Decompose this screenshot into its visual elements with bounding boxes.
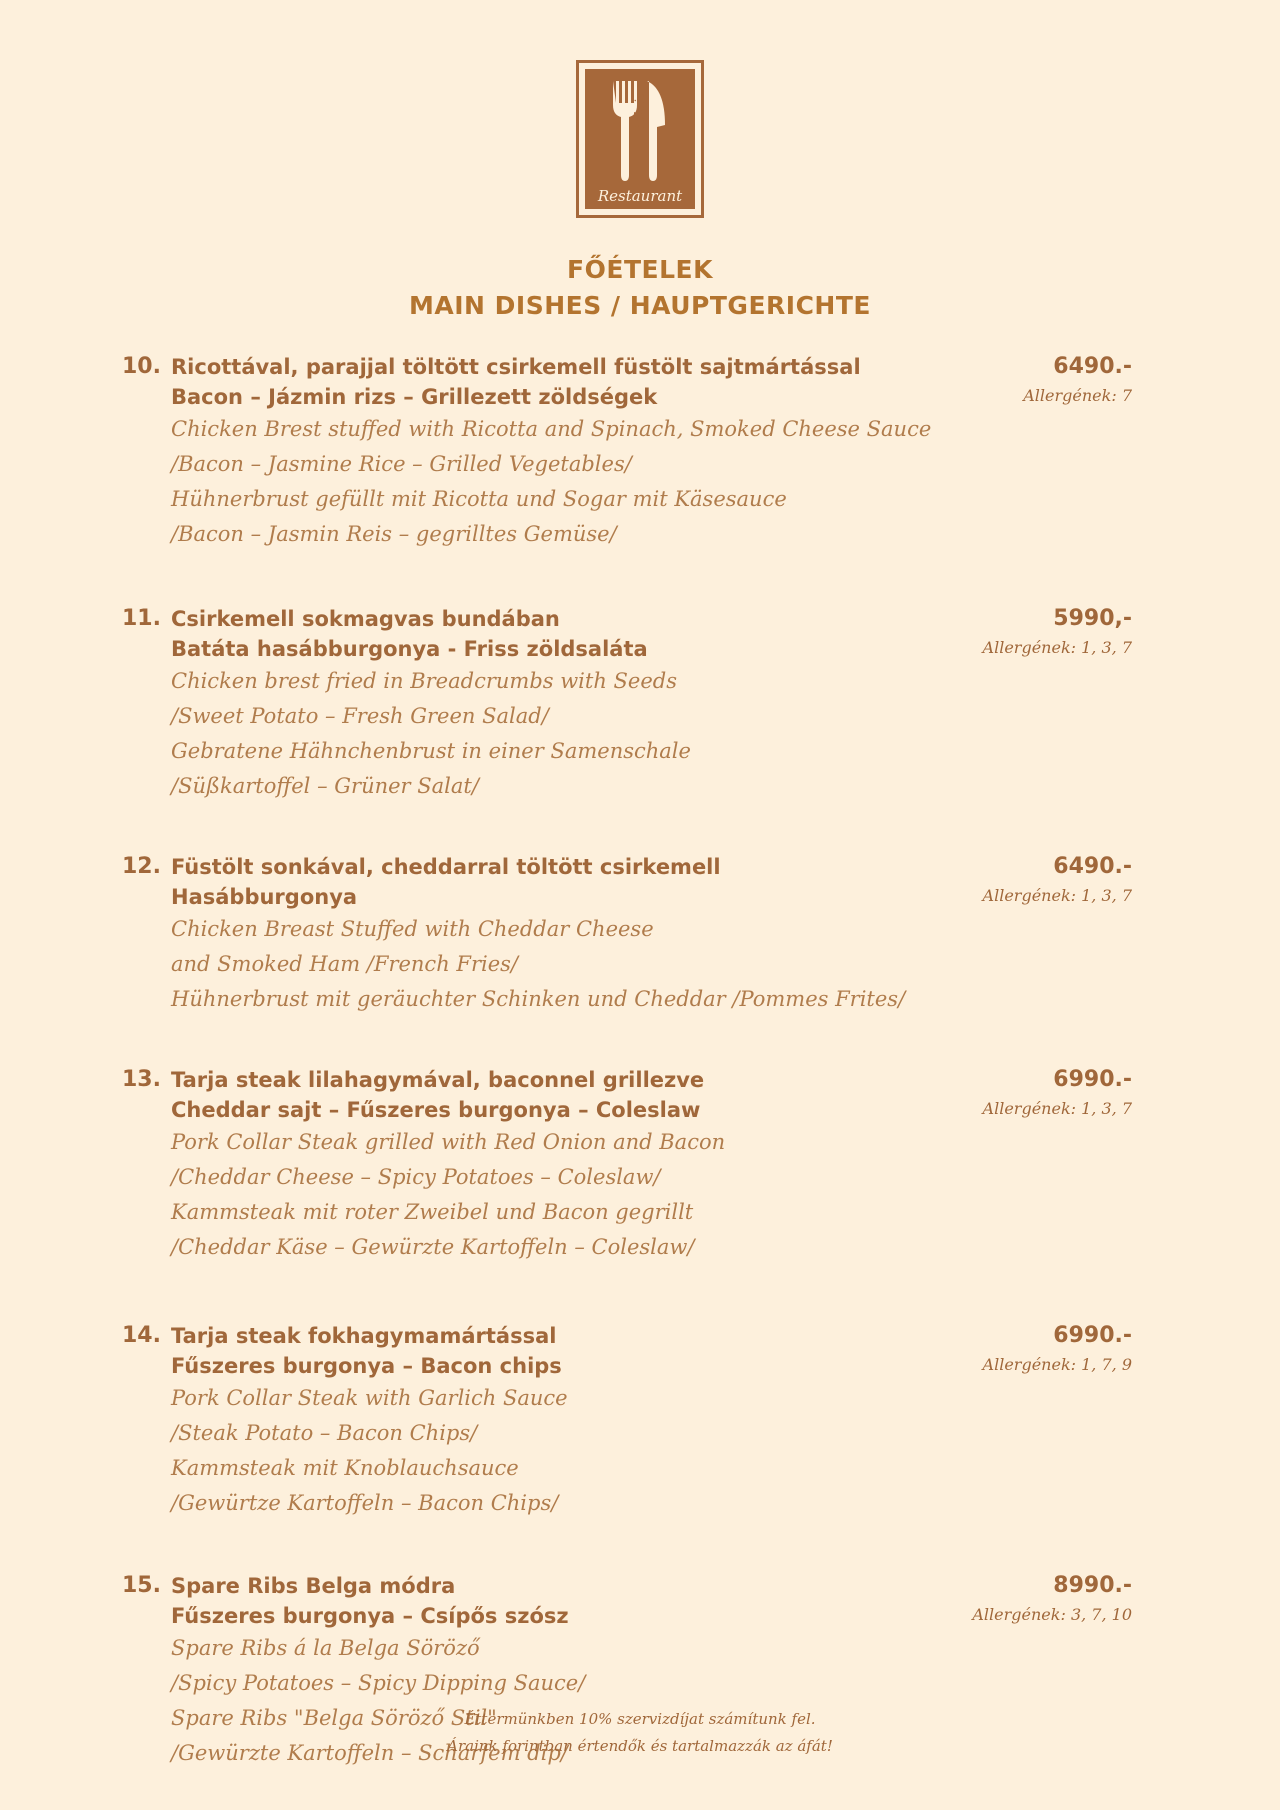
dish-number: 15. bbox=[122, 1573, 161, 1598]
dish-allergens: Allergének: 3, 7, 10 bbox=[972, 1605, 1132, 1624]
dish-description-line: /Steak Potato – Bacon Chips/ bbox=[171, 1421, 478, 1445]
dish-description-line: Chicken Brest stuffed with Ricotta and Spinach, Smoked Cheese Sauce bbox=[171, 417, 932, 441]
footer-line-prices: Áraink forintban értendők és tartalmazzák az áfát! bbox=[447, 1737, 833, 1755]
dish-name-hu: Tarja steak lilahagymával, baconnel grillezve bbox=[171, 1068, 705, 1092]
dish-description-line: /Spicy Potatoes – Spicy Dipping Sauce/ bbox=[171, 1671, 586, 1695]
dish-sides-hu: Batáta hasábburgonya - Friss zöldsaláta bbox=[171, 637, 648, 661]
dish-price: 6490.- bbox=[1053, 354, 1132, 379]
logo-text: Restaurant bbox=[597, 187, 683, 205]
dish-description-line: and Smoked Ham /French Fries/ bbox=[171, 952, 519, 976]
dish-number: 12. bbox=[122, 854, 161, 879]
dish-description-line: /Sweet Potato – Fresh Green Salad/ bbox=[171, 704, 549, 728]
dish-item bbox=[122, 1065, 1132, 1265]
page-titles bbox=[0, 252, 1280, 324]
dish-name-hu: Füstölt sonkával, cheddarral töltött csirkemell bbox=[171, 855, 721, 879]
dish-price: 5990,- bbox=[1053, 606, 1132, 631]
dish-description-line: Gebratene Hähnchenbrust in einer Samenschale bbox=[171, 739, 691, 763]
dish-price: 6990.- bbox=[1053, 1067, 1132, 1092]
dish-header bbox=[122, 852, 1132, 912]
dish-header bbox=[122, 1321, 1132, 1381]
dish-header bbox=[122, 604, 1132, 664]
dish-description-line: Chicken brest fried in Breadcrumbs with Seeds bbox=[171, 669, 677, 693]
dish-description-line: /Bacon – Jasmine Rice – Grilled Vegetables/ bbox=[171, 452, 632, 476]
dish-description-line: /Cheddar Cheese – Spicy Potatoes – Coleslaw/ bbox=[171, 1165, 661, 1189]
dish-description-line: Spare Ribs á la Belga Söröző bbox=[171, 1636, 480, 1660]
dish-header bbox=[122, 352, 1132, 412]
dish-allergens: Allergének: 1, 3, 7 bbox=[982, 1099, 1132, 1118]
dish-header bbox=[122, 1571, 1132, 1631]
dish-description-line: /Bacon – Jasmin Reis – gegrilltes Gemüse/ bbox=[171, 522, 617, 546]
footer-note bbox=[0, 1706, 1280, 1760]
dish-price: 6990.- bbox=[1053, 1323, 1132, 1348]
restaurant-logo bbox=[576, 60, 704, 218]
dish-item bbox=[122, 852, 1132, 1017]
dish-allergens: Allergének: 1, 3, 7 bbox=[982, 886, 1132, 905]
dish-sides-hu: Hasábburgonya bbox=[171, 885, 358, 909]
dish-number: 13. bbox=[122, 1067, 161, 1092]
dish-header bbox=[122, 1065, 1132, 1125]
dish-price: 6490.- bbox=[1053, 854, 1132, 879]
dish-price: 8990.- bbox=[1053, 1573, 1132, 1598]
dish-number: 10. bbox=[122, 354, 161, 379]
dish-name-hu: Csirkemell sokmagvas bundában bbox=[171, 607, 560, 631]
dish-description-line: Hühnerbrust gefüllt mit Ricotta und Sogar mit Käsesauce bbox=[171, 487, 787, 511]
dish-description-line: /Süßkartoffel – Grüner Salat/ bbox=[171, 774, 479, 798]
dish-description-line: Chicken Breast Stuffed with Cheddar Cheese bbox=[171, 917, 654, 941]
dish-name-hu: Ricottával, parajjal töltött csirkemell füstölt sajtmártással bbox=[171, 355, 861, 379]
dish-description-line: Kammsteak mit Knoblauchsauce bbox=[171, 1456, 519, 1480]
dish-description-line: Kammsteak mit roter Zweibel und Bacon gegrillt bbox=[171, 1200, 694, 1224]
dish-description-line: /Gewürzte Kartoffeln – Scharfem dip/ bbox=[171, 1741, 568, 1765]
dish-sides-hu: Cheddar sajt – Fűszeres burgonya – Coleslaw bbox=[171, 1098, 701, 1122]
dish-allergens: Allergének: 1, 7, 9 bbox=[982, 1355, 1132, 1374]
page-title-hu: FŐÉTELEK bbox=[567, 255, 713, 284]
dish-list bbox=[122, 352, 1132, 1771]
dish-name-hu: Tarja steak fokhagymamártással bbox=[171, 1324, 557, 1348]
dish-item bbox=[122, 1321, 1132, 1521]
dish-description-line: /Gewürtze Kartoffeln – Bacon Chips/ bbox=[171, 1491, 559, 1515]
dish-description-line: /Cheddar Käse – Gewürzte Kartoffeln – Coleslaw/ bbox=[171, 1235, 695, 1259]
dish-name-hu: Spare Ribs Belga módra bbox=[171, 1574, 456, 1598]
logo-subtext: Belgian bbox=[633, 82, 648, 133]
dish-description-line: Hühnerbrust mit geräuchter Schinken und Cheddar /Pommes Frites/ bbox=[171, 987, 906, 1011]
dish-number: 14. bbox=[122, 1323, 161, 1348]
dish-sides-hu: Fűszeres burgonya – Csípős szósz bbox=[171, 1604, 569, 1628]
dish-item bbox=[122, 352, 1132, 552]
dish-sides-hu: Fűszeres burgonya – Bacon chips bbox=[171, 1354, 562, 1378]
page-title-en: MAIN DISHES / HAUPTGERICHTE bbox=[409, 291, 871, 320]
dish-description-line: Pork Collar Steak with Garlich Sauce bbox=[171, 1386, 568, 1410]
footer-line-service: Éttermünkben 10% szervizdíjat számítunk fel. bbox=[464, 1710, 816, 1728]
dish-description-line: Spare Ribs "Belga Söröző Stil" bbox=[171, 1706, 497, 1730]
dish-item bbox=[122, 604, 1132, 804]
dish-sides-hu: Bacon – Jázmin rizs – Grillezett zöldségek bbox=[171, 385, 658, 409]
dish-allergens: Allergének: 7 bbox=[1023, 386, 1132, 405]
dish-description-line: Pork Collar Steak grilled with Red Onion and Bacon bbox=[171, 1130, 726, 1154]
logo-panel bbox=[585, 69, 695, 209]
dish-number: 11. bbox=[122, 606, 161, 631]
dish-allergens: Allergének: 1, 3, 7 bbox=[982, 638, 1132, 657]
